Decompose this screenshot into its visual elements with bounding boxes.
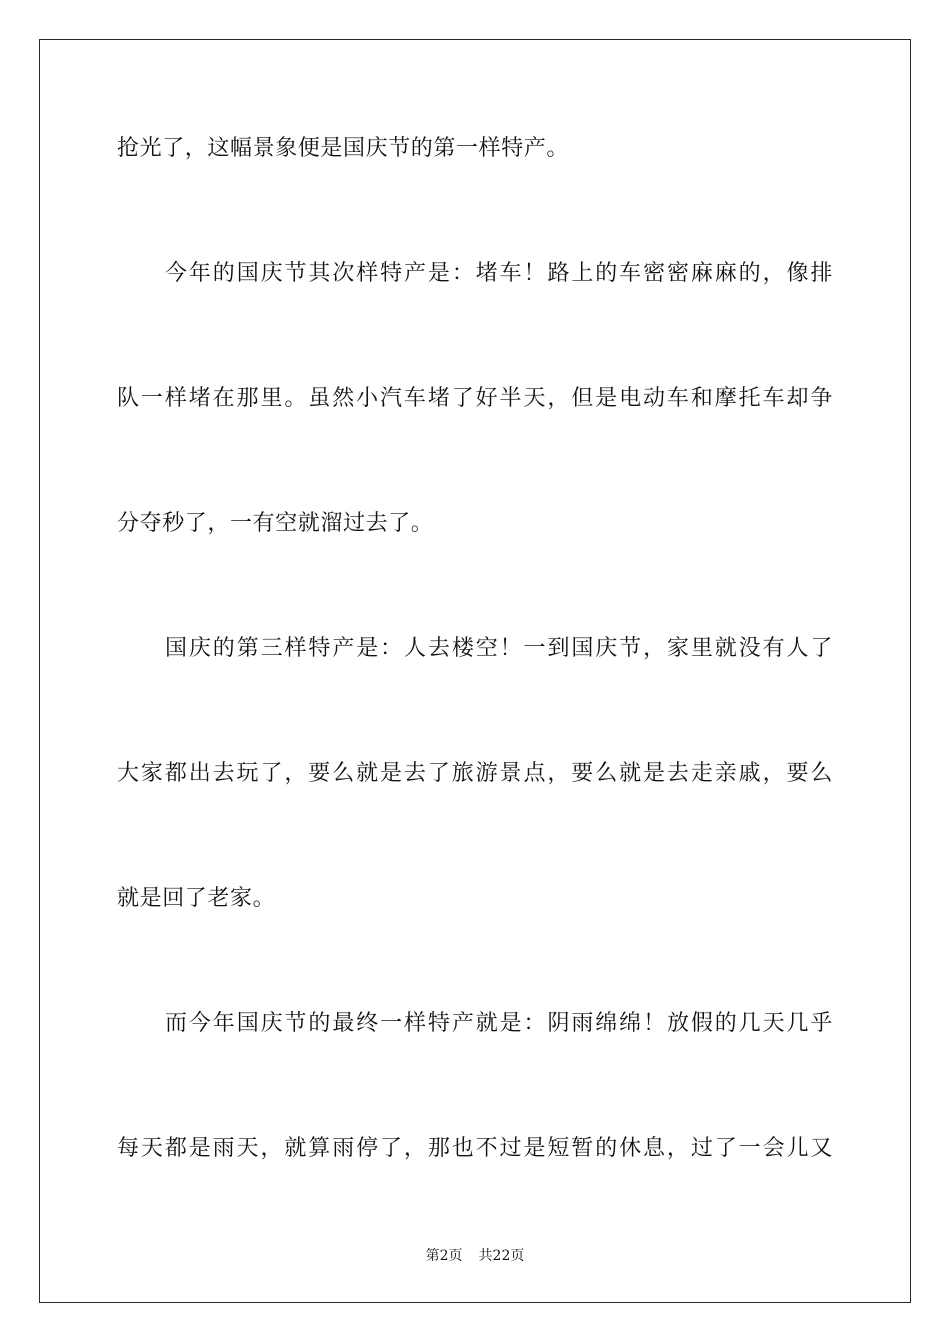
page-footer (0, 1247, 950, 1265)
text-line: 就是回了老家。 (117, 886, 276, 911)
text-line: 每天都是雨天，就算雨停了，那也不过是短暂的休息，过了一会儿又 (117, 1136, 833, 1161)
page-border (39, 39, 911, 1303)
page-number: 第2页 (425, 1248, 463, 1264)
total-pages: 共22页 (478, 1248, 525, 1264)
text-line: 今年的国庆节其次样特产是：堵车！路上的车密密麻麻的，像排 (165, 261, 833, 286)
text-line: 国庆的第三样特产是：人去楼空！一到国庆节，家里就没有人了 (165, 636, 833, 661)
text-line: 队一样堵在那里。虽然小汽车堵了好半天，但是电动车和摩托车却争 (117, 386, 833, 411)
text-line: 分夺秒了，一有空就溜过去了。 (117, 511, 434, 536)
text-line: 大家都出去玩了，要么就是去了旅游景点，要么就是去走亲戚，要么 (117, 761, 833, 786)
text-line: 抢光了，这幅景象便是国庆节的第一样特产。 (117, 136, 570, 161)
text-line: 而今年国庆节的最终一样特产就是：阴雨绵绵！放假的几天几乎 (165, 1011, 833, 1036)
